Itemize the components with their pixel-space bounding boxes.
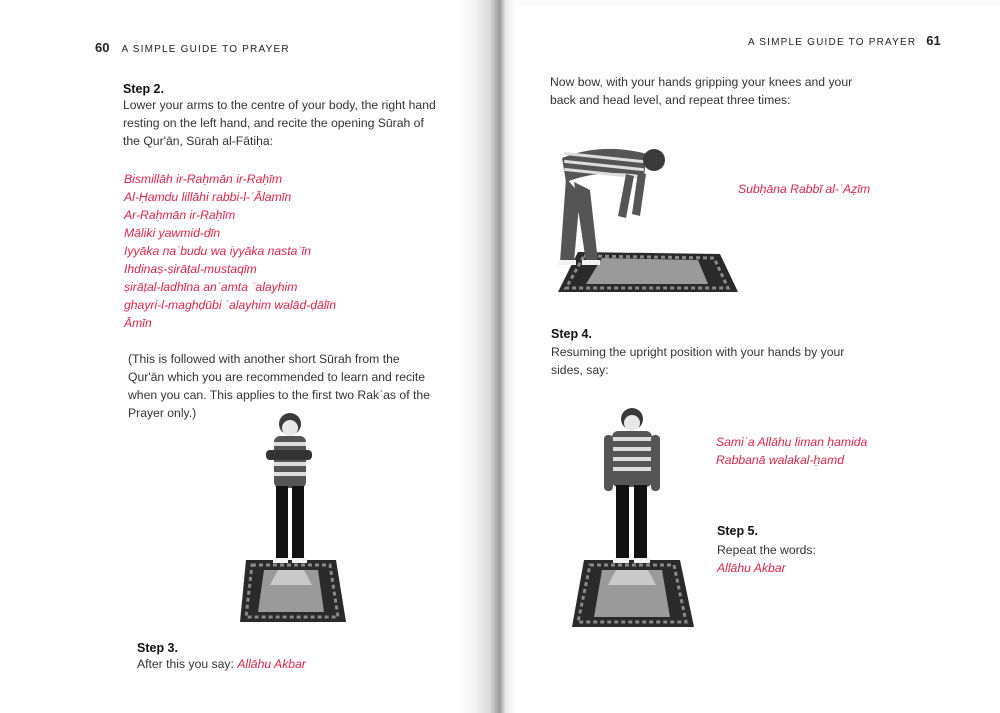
bow-recitation: Subḥāna Rabbī al-ʿAẓīm <box>738 182 871 196</box>
step2-line-2: resting on the left hand, and recite the opening Sūrah of <box>123 116 424 130</box>
right-page <box>480 0 1000 713</box>
fatiha-recitation <box>124 170 444 332</box>
step3-recitation: Allāhu Akbar <box>237 657 306 671</box>
fatiha-line-7: ṣirāṭal-ladhīna anʿamta ʿalayhim <box>124 280 298 294</box>
step4-heading: Step 4. <box>551 327 592 341</box>
left-page-header <box>95 40 290 55</box>
note-line-4: Prayer only.) <box>128 406 197 420</box>
left-running-head: A SIMPLE GUIDE TO PRAYER <box>121 44 290 55</box>
step4-text <box>551 343 881 379</box>
step5-recitation: Allāhu Akbar <box>717 561 786 575</box>
fatiha-line-2: Al-Ḥamdu lillāhi rabbi-l-ʿĀlamīn <box>124 190 292 204</box>
step4-recitation <box>716 433 867 469</box>
fatiha-line-1: Bismillāh ir-Raḥmān ir-Raḥīm <box>124 172 283 186</box>
note-line-1: (This is followed with another short Sūrah from the <box>128 352 400 366</box>
step4-recitation-line-1: Samiʿa Allāhu liman ḥamida <box>716 435 868 449</box>
step2-heading: Step 2. <box>123 82 164 96</box>
fatiha-line-4: Māliki yawmid-dīn <box>124 226 221 240</box>
left-page <box>0 0 480 713</box>
step3-instruction: After this you say: <box>137 657 238 671</box>
left-page-number: 60 <box>95 40 110 55</box>
fatiha-line-3: Ar-Raḥmān ir-Raḥīm <box>124 208 236 222</box>
standing-arms-folded-figure <box>238 410 348 630</box>
right-page-header <box>748 33 941 48</box>
note-line-2: Qur'ān which you are recommended to learn and recite <box>128 370 426 384</box>
bow-line-1: Now bow, with your hands gripping your knees and your <box>550 75 853 89</box>
fatiha-line-6: Ihdinaṣ-ṣirāṭal-mustaqīm <box>124 262 257 276</box>
step3-heading: Step 3. <box>137 641 178 655</box>
step4-line-2: sides, say: <box>551 363 609 377</box>
fatiha-line-5: Iyyāka naʿbudu wa iyyāka nastaʿīn <box>124 244 311 258</box>
bow-instructions <box>550 73 880 109</box>
step5-text: Repeat the words: <box>717 543 816 557</box>
note-line-3: when you can. This applies to the first two Rakʿas of the <box>128 388 430 402</box>
step5-heading: Step 5. <box>717 524 758 538</box>
fatiha-line-8: ghayri-l-maghḍūbi ʿalayhim walāḍ-ḍālīn <box>124 298 337 312</box>
right-running-head: A SIMPLE GUIDE TO PRAYER <box>748 37 917 48</box>
right-page-number: 61 <box>926 33 941 48</box>
step4-line-1: Resuming the upright position with your hands by your <box>551 345 845 359</box>
step3-text <box>137 655 306 673</box>
step2-line-1: Lower your arms to the centre of your body, the right hand <box>123 98 436 112</box>
bow-line-2: back and head level, and repeat three times: <box>550 93 791 107</box>
standing-upright-figure <box>572 405 704 633</box>
bowing-figure <box>552 142 742 294</box>
step4-recitation-line-2: Rabbanā walakal-ḥamd <box>716 453 845 467</box>
step2-line-3: the Qur'ān, Sūrah al-Fātiḥa: <box>123 134 274 148</box>
step2-text <box>123 96 448 150</box>
fatiha-line-9: Āmīn <box>124 316 152 330</box>
